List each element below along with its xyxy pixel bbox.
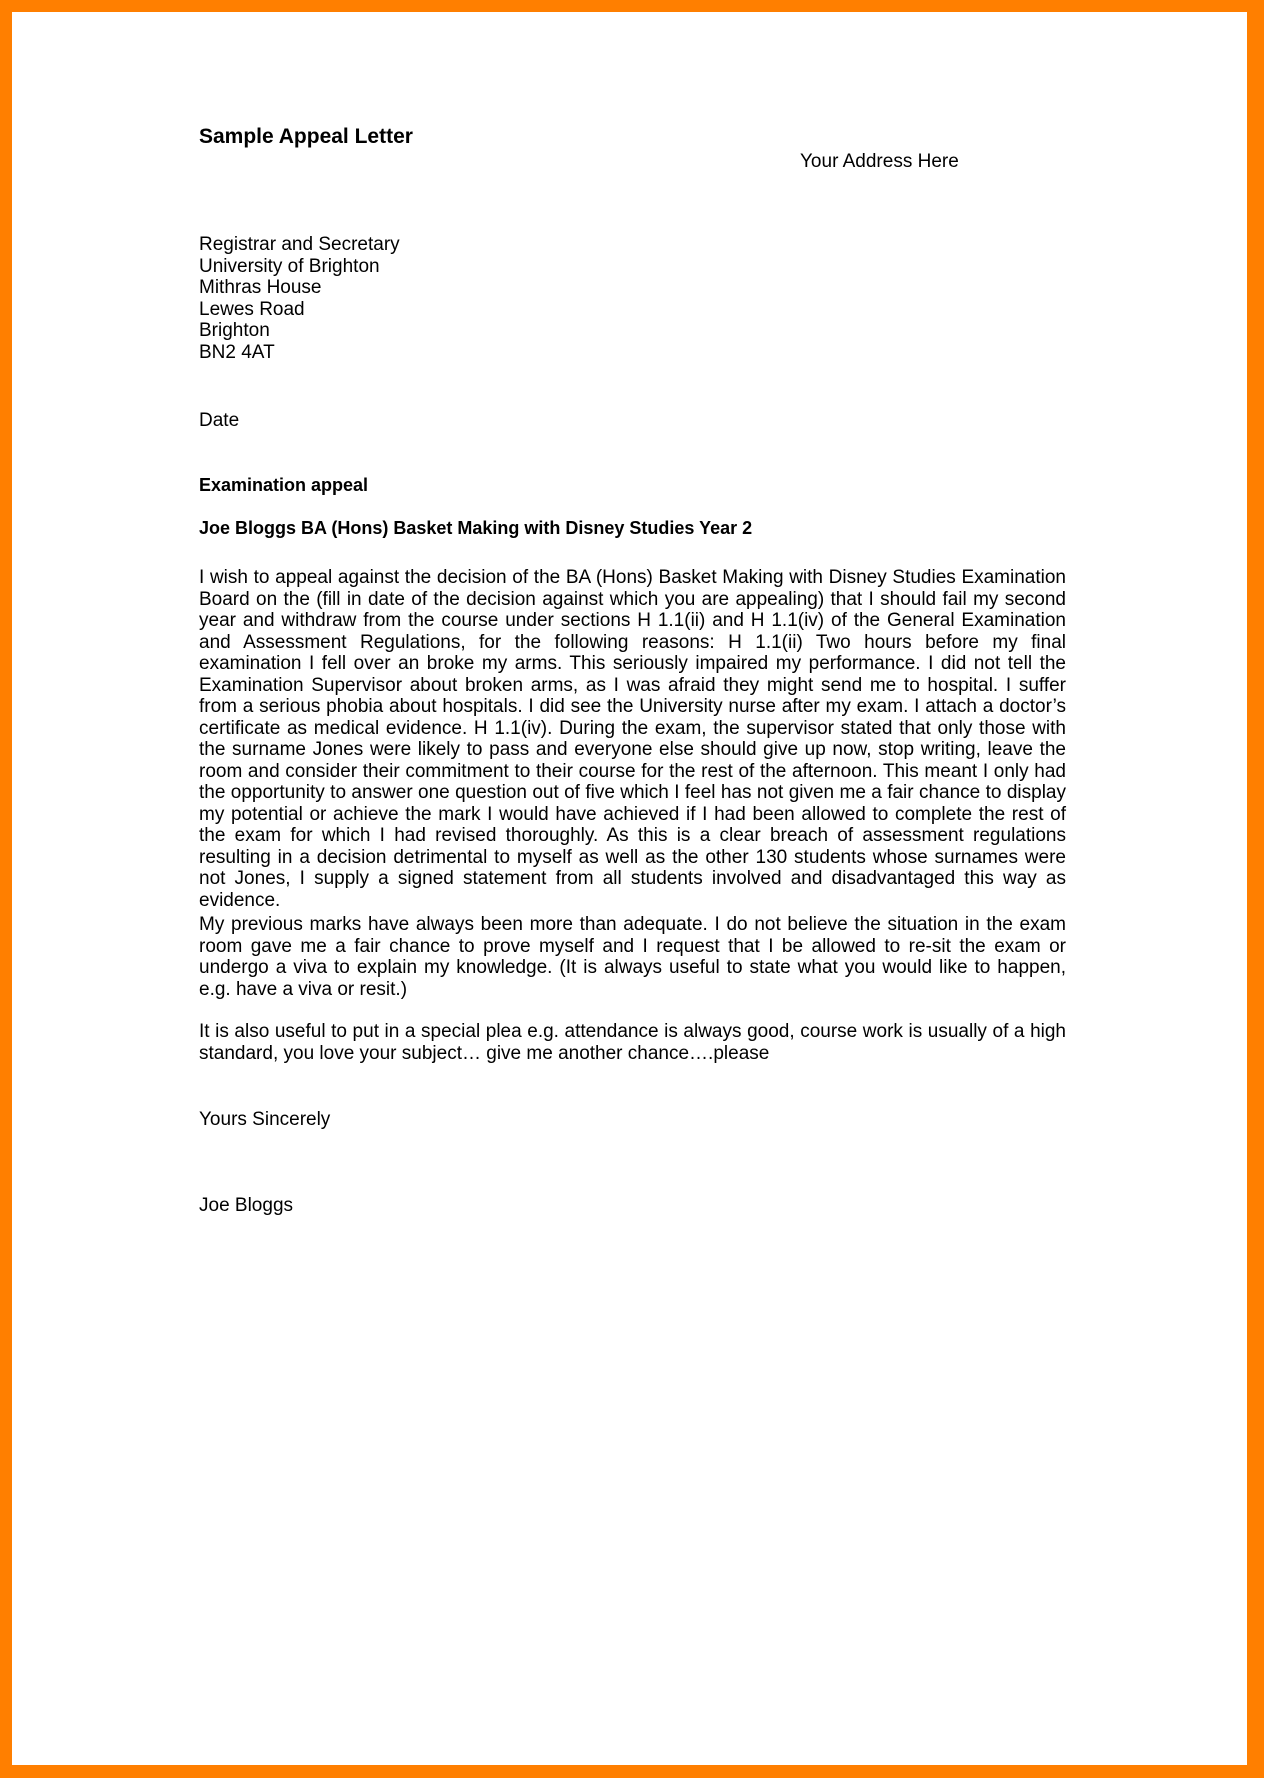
recipient-line: Mithras House [199,277,322,298]
body-paragraph: I wish to appeal against the decision of the BA (Hons) Basket Making with Disney Studies Examination Board on the (fill in date of the decision against which you are appealing) that I should fail my second year and withdraw from the course under sections H 1.1(ii) and H 1.1(iv) of the General Examination and Assessment Regulations, for the following reasons: H 1.1(ii) Two hours before my final examination I fell over an broke my arms. This seriously impaired my performance. I did not tell the Examination Supervisor about broken arms, as I was afraid they might send me to hospital. I suffer from a serious phobia about hospitals. I did see the University nurse after my exam. I attach a doctor’s certificate as medical evidence. H 1.1(iv). During the exam, the supervisor stated that only those with the surname Jones were likely to pass and everyone else should give up now, stop writing, leave the room and consider their commitment to their course for the rest of the afternoon. This meant I only had the opportunity to answer one question out of five which I feel has not given me a fair chance to display my potential or achieve the mark I would have achieved if I had been allowed to complete the rest of the exam for which I had revised thoroughly. As this is a clear breach of assessment regulations resulting in a decision detrimental to myself as well as the other 130 students whose surnames were not Jones, I supply a signed statement from all students involved and disadvantaged this way as evidence. [199,567,1066,911]
sender-address: Your Address Here [800,151,959,172]
letter-page [12,12,1247,1765]
letter-title: Sample Appeal Letter [199,125,413,148]
letter-reference: Joe Bloggs BA (Hons) Basket Making with Disney Studies Year 2 [199,518,753,538]
recipient-line: Brighton [199,320,270,341]
recipient-line: University of Brighton [199,255,380,277]
letter-signature: Joe Bloggs [199,1195,294,1216]
recipient-line: Registrar and Secretary [199,234,400,255]
recipient-line: Lewes Road [199,298,305,320]
body-paragraph: My previous marks have always been more than adequate. I do not believe the situation in the exam room gave me a fair chance to prove myself and I request that I be allowed to re-sit the exam or undergo a viva to explain my knowledge. (It is always useful to state what you would like to happen, e.g. have a viva or resit.) [199,914,1066,1000]
body-paragraph: It is also useful to put in a special plea e.g. attendance is always good, course work is usually of a high standard, you love your subject… give me another chance….please [199,1021,1066,1064]
recipient-line: BN2 4AT [199,341,275,363]
letter-closing: Yours Sincerely [199,1109,331,1130]
letter-date: Date [199,410,240,431]
recipient-address [199,234,400,363]
letter-subject: Examination appeal [199,475,369,495]
